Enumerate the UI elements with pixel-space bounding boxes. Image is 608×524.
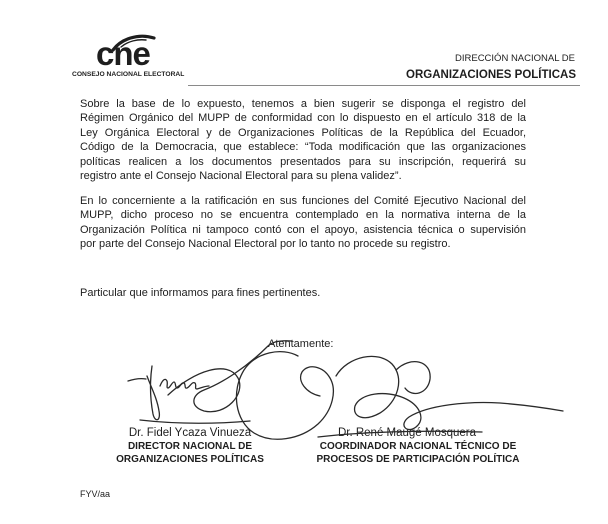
signature-stroke [160, 379, 209, 389]
signature-stroke [128, 379, 146, 381]
paragraph-line: políticas realicen a los documentos presentados para su inscripción, requerirá su [80, 155, 526, 168]
signature-block-left [80, 427, 300, 466]
paragraph-line: MUPP, dicho proceso no se encuentra contemplado en la normativa interna de la [80, 209, 526, 222]
signature-block-right [308, 427, 528, 466]
paragraph-line: registro ante el Consejo Nacional Electoral para su plena validez”. [80, 170, 402, 183]
signature-stroke [168, 341, 292, 412]
header-rule [188, 85, 580, 86]
signature-stroke [140, 420, 250, 423]
paragraph-line: Ley Orgánica Electoral y de Organizaciones Políticas de la República del Ecuador, [80, 126, 526, 139]
department-line-2: ORGANIZACIONES POLÍTICAS [406, 69, 576, 81]
reference-initials: FYV/aa [80, 489, 111, 499]
paragraph-line: Organización Política ni tampoco contó con el apoyo, asistencia técnica o supervisión [80, 223, 526, 236]
signature-left [128, 341, 292, 423]
signer-title-left-1: DIRECTOR NACIONAL DE [127, 441, 253, 452]
signature-stroke [396, 362, 430, 394]
paragraph-line: por parte del Consejo Nacional Electoral por lo tanto no procede su registro. [80, 238, 451, 251]
signature-stroke [336, 356, 563, 429]
paragraph-line: Régimen Orgánico del MUPP de conformidad con lo dispuesto en el artículo 318 de la [80, 112, 526, 125]
paragraph-1 [80, 97, 526, 183]
paragraph-line: En lo concerniente a la ratificación en sus funciones del Comité Ejecutivo Nacional del [80, 195, 526, 207]
signer-title-left-2: ORGANIZACIONES POLÍTICAS [116, 454, 264, 465]
signer-title-right-1: COORDINADOR NACIONAL TÉCNICO DE [319, 441, 517, 452]
department-line-1: DIRECCIÓN NACIONAL DE [455, 53, 575, 64]
cne-logo: cne [96, 35, 150, 72]
signer-title-right-2: PROCESOS DE PARTICIPACIÓN POLÍTICA [316, 454, 520, 465]
signer-name-left: Dr. Fidel Ycaza Vinueza [128, 427, 252, 439]
signer-name-right: Dr. René Maugé Mosquera [337, 427, 477, 439]
signature-stroke [147, 366, 159, 420]
closing-line: Particular que informamos para fines pertinentes. [80, 287, 321, 299]
salutation: Atentamente: [268, 338, 334, 350]
logo-subtitle: CONSEJO NACIONAL ELECTORAL [72, 71, 185, 78]
paragraph-line: Código de la Democracia, que establece: “Toda modificación que las organizaciones [80, 141, 526, 154]
signature-right [318, 356, 563, 437]
paragraph-line: Sobre la base de lo expuesto, tenemos a bien sugerir se disponga el registro del [80, 98, 526, 110]
paragraph-2 [80, 194, 526, 252]
